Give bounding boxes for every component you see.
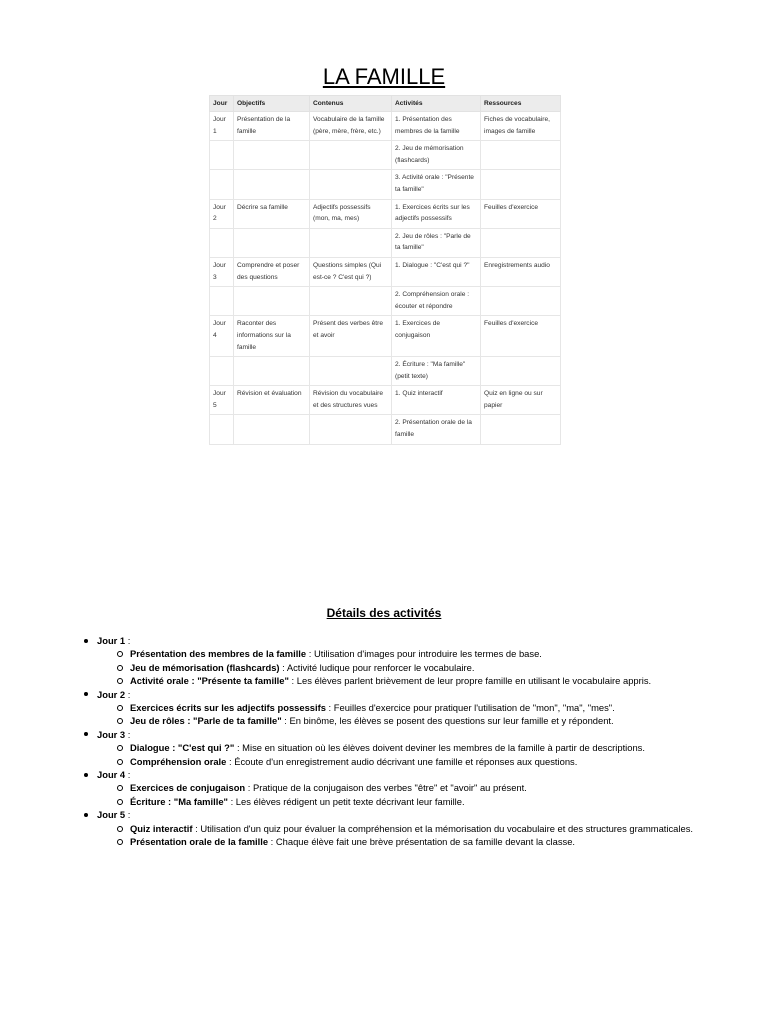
cell-activites: 2. Jeu de mémorisation (flashcards): [392, 141, 481, 170]
cell-ressources: Enregistrements audio: [481, 257, 561, 286]
activity-description: : Les élèves rédigent un petit texte décrivant leur famille.: [227, 795, 465, 807]
cell-ressources: [481, 287, 561, 316]
cell-objectifs: [234, 415, 310, 444]
cell-activites: 2. Compréhension orale : écouter et répondre: [392, 287, 481, 316]
cell-objectifs: [234, 357, 310, 386]
activity-description: : Écoute d'un enregistrement audio décrivant une famille et réponses aux questions.: [226, 755, 578, 767]
cell-ressources: [481, 170, 561, 199]
cell-objectifs: Révision et évaluation: [234, 386, 310, 415]
cell-objectifs: Décrire sa famille: [234, 199, 310, 228]
cell-contenus: Présent des verbes être et avoir: [310, 316, 392, 357]
activity-item: [117, 647, 724, 660]
cell-contenus: Révision du vocabulaire et des structures vues: [310, 386, 392, 415]
cell-contenus: [310, 287, 392, 316]
day-item: [84, 634, 724, 688]
cell-contenus: [310, 228, 392, 257]
cell-jour: [210, 141, 234, 170]
cell-contenus: [310, 170, 392, 199]
cell-ressources: [481, 415, 561, 444]
cell-contenus: Adjectifs possessifs (mon, ma, mes): [310, 199, 392, 228]
day-item: [84, 808, 724, 848]
cell-ressources: Fiches de vocabulaire, images de famille: [481, 112, 561, 141]
table-row: [210, 287, 561, 316]
activity-name: Présentation des membres de la famille: [130, 648, 307, 660]
day-colon: :: [125, 635, 131, 646]
cell-objectifs: [234, 170, 310, 199]
lesson-plan-table: [209, 95, 561, 445]
activity-item: [117, 781, 724, 794]
table-row: [210, 228, 561, 257]
activity-name: Écriture : "Ma famille": [130, 795, 228, 807]
activity-name: Jeu de rôles : "Parle de ta famille": [130, 715, 282, 727]
cell-ressources: [481, 357, 561, 386]
header-objectifs: Objectifs: [234, 96, 310, 112]
day-item: [84, 728, 724, 768]
cell-jour: Jour 5: [210, 386, 234, 415]
cell-activites: 2. Jeu de rôles : "Parle de ta famille": [392, 228, 481, 257]
details-day-list: [84, 634, 724, 849]
activity-description: : Pratique de la conjugaison des verbes "être" et "avoir" au présent.: [245, 782, 527, 794]
cell-ressources: Feuilles d'exercice: [481, 199, 561, 228]
header-jour: Jour: [210, 96, 234, 112]
table-row: [210, 386, 561, 415]
activity-item: [117, 755, 724, 768]
day-label: Jour 3: [97, 728, 126, 740]
cell-jour: Jour 4: [210, 316, 234, 357]
header-ressources: Ressources: [481, 96, 561, 112]
day-colon: :: [125, 688, 131, 700]
cell-objectifs: [234, 228, 310, 257]
day-item: [84, 768, 724, 808]
cell-activites: 2. Écriture : "Ma famille" (petit texte): [392, 357, 481, 386]
activity-list: [117, 822, 724, 849]
document-title: LA FAMILLE: [322, 64, 446, 89]
cell-ressources: [481, 141, 561, 170]
cell-contenus: [310, 415, 392, 444]
day-label: Jour 1: [97, 635, 126, 646]
cell-ressources: Feuilles d'exercice: [481, 316, 561, 357]
activity-name: Jeu de mémorisation (flashcards): [130, 661, 280, 673]
cell-objectifs: Raconter des informations sur la famille: [234, 316, 310, 357]
cell-objectifs: Présentation de la famille: [234, 112, 310, 141]
activity-item: [117, 835, 724, 848]
cell-jour: Jour 1: [210, 112, 234, 141]
day-label: Jour 5: [97, 809, 126, 821]
table-row: [210, 357, 561, 386]
day-colon: :: [125, 769, 131, 781]
activity-item: [117, 741, 724, 754]
cell-activites: 1. Exercices de conjugaison: [392, 316, 481, 357]
day-label: Jour 2: [97, 688, 126, 700]
cell-ressources: [481, 228, 561, 257]
activity-item: [117, 822, 724, 835]
cell-objectifs: [234, 287, 310, 316]
table-row: [210, 141, 561, 170]
day-item: [84, 688, 724, 728]
activity-name: Quiz interactif: [130, 822, 193, 834]
cell-contenus: Questions simples (Qui est-ce ? C'est qui ?): [310, 257, 392, 286]
activity-name: Activité orale : "Présente ta famille": [130, 675, 289, 687]
activity-item: [117, 795, 724, 808]
activity-item: [117, 674, 724, 687]
cell-ressources: Quiz en ligne ou sur papier: [481, 386, 561, 415]
activity-name: Compréhension orale: [130, 755, 227, 767]
activity-name: Exercices écrits sur les adjectifs possessifs: [130, 702, 326, 714]
cell-contenus: [310, 357, 392, 386]
table-header-row: [210, 96, 561, 112]
activity-list: [117, 647, 724, 687]
day-label: Jour 4: [97, 769, 126, 781]
cell-activites: 1. Dialogue : "C'est qui ?": [392, 257, 481, 286]
table-row: [210, 199, 561, 228]
cell-activites: 3. Activité orale : "Présente ta famille": [392, 170, 481, 199]
activity-item: [117, 661, 724, 674]
table-body: [210, 112, 561, 445]
table-row: [210, 257, 561, 286]
activity-description: : Mise en situation où les élèves doivent deviner les membres de la famille à partir de descriptions.: [234, 742, 645, 754]
activity-description: : Chaque élève fait une brève présentation de sa famille devant la classe.: [268, 836, 576, 848]
cell-jour: [210, 415, 234, 444]
activity-description: : Utilisation d'images pour introduire les termes de base.: [306, 648, 542, 660]
cell-jour: [210, 357, 234, 386]
activity-list: [117, 741, 724, 768]
cell-jour: [210, 287, 234, 316]
activity-description: : Utilisation d'un quiz pour évaluer la compréhension et la mémorisation du vocabulaire et des structures grammaticales.: [192, 822, 693, 834]
activity-name: Dialogue : "C'est qui ?": [130, 742, 235, 754]
table-row: [210, 316, 561, 357]
cell-jour: Jour 2: [210, 199, 234, 228]
header-activites: Activités: [392, 96, 481, 112]
activity-list: [117, 781, 724, 808]
cell-objectifs: Comprendre et poser des questions: [234, 257, 310, 286]
day-colon: :: [125, 809, 131, 821]
cell-jour: [210, 228, 234, 257]
activity-list: [117, 701, 724, 728]
cell-jour: Jour 3: [210, 257, 234, 286]
activity-name: Exercices de conjugaison: [130, 782, 246, 794]
cell-activites: 1. Exercices écrits sur les adjectifs possessifs: [392, 199, 481, 228]
activity-description: : Les élèves parlent brièvement de leur propre famille en utilisant le vocabulaire appris.: [288, 675, 652, 687]
cell-contenus: Vocabulaire de la famille (père, mère, frère, etc.): [310, 112, 392, 141]
activity-item: [117, 701, 724, 714]
cell-activites: 1. Présentation des membres de la famille: [392, 112, 481, 141]
table-row: [210, 170, 561, 199]
cell-jour: [210, 170, 234, 199]
table-row: [210, 112, 561, 141]
table-row: [210, 415, 561, 444]
cell-activites: 2. Présentation orale de la famille: [392, 415, 481, 444]
header-contenus: Contenus: [310, 96, 392, 112]
activity-description: : En binôme, les élèves se posent des questions sur leur famille et y répondent.: [281, 715, 614, 727]
details-title: Détails des activités: [326, 606, 442, 620]
activity-name: Présentation orale de la famille: [130, 836, 269, 848]
cell-objectifs: [234, 141, 310, 170]
activity-description: : Feuilles d'exercice pour pratiquer l'utilisation de "mon", "ma", "mes".: [325, 702, 615, 714]
day-colon: :: [125, 728, 131, 740]
activity-item: [117, 714, 724, 727]
cell-contenus: [310, 141, 392, 170]
cell-activites: 1. Quiz interactif: [392, 386, 481, 415]
activity-description: : Activité ludique pour renforcer le vocabulaire.: [279, 661, 475, 673]
